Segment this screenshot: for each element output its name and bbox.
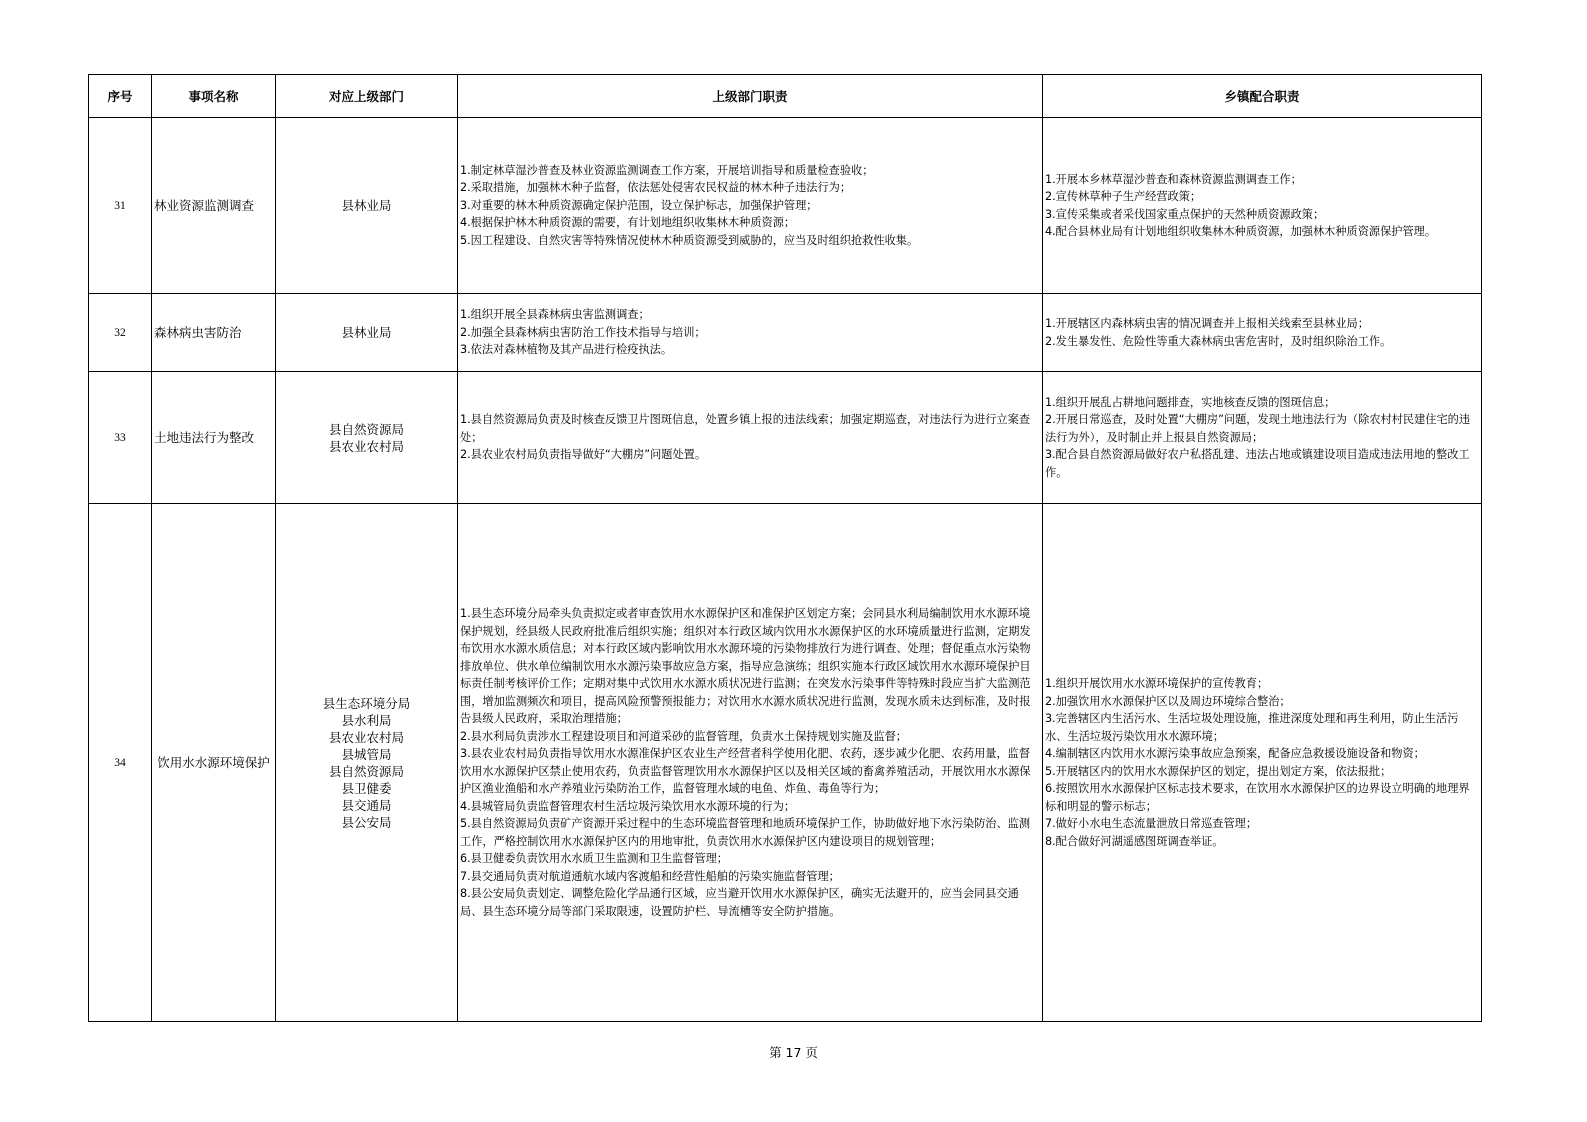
- duty-line: 7.做好小水电生态流量泄放日常巡查管理；: [1045, 817, 1258, 830]
- header-town-duty: 乡镇配合职责: [1043, 75, 1482, 118]
- dept-name: 县农业农村局: [328, 729, 404, 745]
- duty-line: 2.县农业农村局负责指导做好“大棚房”问题处置。: [460, 448, 707, 462]
- table-row: [89, 118, 1482, 294]
- dept-name: 县水利局: [341, 712, 392, 728]
- table-row: [89, 294, 1482, 372]
- dept-name: 县卫健委: [341, 780, 392, 796]
- item-name: 森林病虫害防治: [152, 294, 276, 372]
- dept-cell: [276, 372, 458, 504]
- item-name: 饮用水水源环境保护: [152, 504, 276, 1022]
- duty-line: 1.组织开展全县森林病虫害监测调查；: [460, 308, 650, 322]
- row-number: 31: [89, 118, 152, 294]
- header-row: [89, 75, 1482, 118]
- duty-line: 2.县水利局负责涉水工程建设项目和河道采砂的监督管理，负责水土保持规划实施及监督；: [460, 729, 907, 743]
- upper-duty-cell: [458, 118, 1043, 294]
- dept-name: 县公安局: [341, 814, 392, 830]
- duty-line: 2.宣传林草种子生产经营政策；: [1045, 190, 1202, 203]
- dept-name: 县农业农村局: [328, 438, 404, 454]
- duty-line: 1.县生态环境分局牵头负责拟定或者审查饮用水水源保护区和准保护区划定方案；会同县水利局编制饮用水水源环境保护规划，经县级人民政府批准后组织实施；组织对本行政区域内饮用水水源保护区的水环境质量进行监测，定期发布饮用水水源水质信息；对本行政区域内影响饮用水水源环境的污染物排放行为进行调查、处理；督促重点水污染物排放单位、供水单位编制饮用水水源污染事故应急方案，指导应急演练；组织实施本行政区域饮用水水源环境保护目标责任制考核评价工作；定期对集中式饮用水水源水质状况进行监测；在突发水污染事件等特殊时段应当扩大监测范围，增加监测频次和项目，提高风险预警预报能力；对饮用水水源水质状况进行监测，发现水质未达到标准，及时报告县级人民政府，采取治理措施；: [460, 607, 1031, 725]
- town-duty-cell: [1043, 118, 1482, 294]
- duty-line: 1.组织开展乱占耕地问题排查，实地核查反馈的图斑信息；: [1045, 395, 1336, 409]
- duty-line: 6.按照饮用水水源保护区标志技术要求，在饮用水水源保护区的边界设立明确的地理界标和明显的警示标志；: [1045, 782, 1470, 813]
- duty-table: [88, 74, 1482, 1022]
- dept-cell: [276, 118, 458, 294]
- duty-line: 2.加强饮用水水源保护区以及周边环境综合整治；: [1045, 694, 1291, 708]
- duty-line: 4.根据保护林木种质资源的需要，有计划地组织收集林木种质资源；: [460, 216, 796, 230]
- town-duty-cell: [1043, 504, 1482, 1022]
- duty-line: 5.县自然资源局负责矿产资源开采过程中的生态环境监督管理和地质环境保护工作，协助做好地下水污染防治、监测工作，严格控制饮用水水源保护区内的用地审批，负责饮用水水源保护区内建设项目的规划管理；: [460, 817, 1031, 848]
- duty-line: 3.依法对森林植物及其产品进行检疫执法。: [460, 343, 673, 357]
- duty-line: 3.宣传采集或者采伐国家重点保护的天然种质资源政策；: [1045, 207, 1325, 221]
- duty-line: 4.配合县林业局有计划地组织收集林木种质资源，加强林木种质资源保护管理。: [1045, 225, 1437, 238]
- duty-line: 3.县农业农村局负责指导饮用水水源准保护区农业生产经营者科学使用化肥、农药，逐步减少化肥、农药用量，监督饮用水水源保护区禁止使用农药，负责监督管理饮用水水源保护区以及相关区域的畜禽养殖活动，开展饮用水水源保护区渔业渔船和水产养殖业污染防治工作，监督管理水域的电鱼、炸鱼、毒鱼等行为；: [460, 747, 1031, 795]
- duty-line: 4.县城管局负责监督管理农村生活垃圾污染饮用水水源环境的行为；: [460, 799, 796, 813]
- duty-line: 1.开展辖区内森林病虫害的情况调查并上报相关线索至县林业局；: [1045, 317, 1369, 330]
- header-item-name: 事项名称: [152, 75, 276, 118]
- dept-name: 县林业局: [341, 198, 392, 213]
- row-number: 34: [89, 504, 152, 1022]
- duty-line: 6.县卫健委负责饮用水水质卫生监测和卫生监督管理；: [460, 852, 728, 865]
- duty-line: 2.发生暴发性、危险性等重大森林病虫害危害时，及时组织除治工作。: [1045, 334, 1392, 348]
- duty-line: 7.县交通局负责对航道通航水域内客渡船和经营性船舶的污染实施监督管理；: [460, 869, 840, 883]
- upper-duty-cell: [458, 372, 1043, 504]
- row-number: 33: [89, 372, 152, 504]
- duty-line: 1.制定林草湿沙普查及林业资源监测调查工作方案，开展培训指导和质量检查验收；: [460, 163, 874, 177]
- header-upper-duty: 上级部门职责: [458, 75, 1043, 118]
- row-number: 32: [89, 294, 152, 372]
- duty-line: 5.因工程建设、自然灾害等特殊情况使林木种质资源受到威胁的，应当及时组织抢救性收集。: [460, 233, 919, 247]
- table-row: [89, 372, 1482, 504]
- duty-line: 8.配合做好河湖遥感图斑调查举证。: [1045, 834, 1224, 848]
- upper-duty-cell: [458, 504, 1043, 1022]
- dept-cell: [276, 504, 458, 1022]
- table-row: [89, 504, 1482, 1022]
- dept-name: 县林业局: [341, 325, 392, 340]
- duty-line: 2.开展日常巡查，及时处置“大棚房”问题，发现土地违法行为（除农村村民建住宅的违法行为外），及时制止并上报县自然资源局；: [1045, 413, 1471, 444]
- dept-name: 县自然资源局: [328, 421, 404, 437]
- upper-duty-cell: [458, 294, 1043, 372]
- duty-line: 2.采取措施，加强林木种子监督，依法惩处侵害农民权益的林木种子违法行为；: [460, 181, 852, 195]
- duty-line: 3.完善辖区内生活污水、生活垃圾处理设施，推进深度处理和再生利用，防止生活污水、生活垃圾污染饮用水水源环境；: [1045, 712, 1459, 743]
- duty-line: 3.配合县自然资源局做好农户私搭乱建、违法占地或镇建设项目造成违法用地的整改工作。: [1045, 448, 1470, 479]
- page-number: 第 17 页: [769, 1045, 818, 1060]
- duty-line: 4.编制辖区内饮用水水源污染事故应急预案，配备应急救援设施设备和物资；: [1045, 747, 1425, 760]
- duty-line: 1.开展本乡林草湿沙普查和森林资源监测调查工作；: [1045, 172, 1302, 186]
- dept-name: 县城管局: [341, 746, 392, 762]
- item-name: 土地违法行为整改: [152, 372, 276, 504]
- town-duty-cell: [1043, 372, 1482, 504]
- duty-line: 3.对重要的林木种质资源确定保护范围，设立保护标志，加强保护管理；: [460, 198, 818, 212]
- dept-name: 县自然资源局: [328, 763, 404, 779]
- duty-line: 1.县自然资源局负责及时核查反馈卫片图斑信息，处置乡镇上报的违法线索；加强定期巡查，对违法行为进行立案查处；: [460, 413, 1031, 444]
- item-name: 林业资源监测调查: [152, 118, 276, 294]
- header-seq: 序号: [89, 75, 152, 118]
- header-dept: 对应上级部门: [276, 75, 458, 118]
- duty-line: 1.组织开展饮用水水源环境保护的宣传教育；: [1045, 677, 1269, 690]
- duty-line: 5.开展辖区内的饮用水水源保护区的划定，提出划定方案，依法报批；: [1045, 764, 1392, 778]
- duty-line: 2.加强全县森林病虫害防治工作技术指导与培训；: [460, 325, 706, 339]
- dept-name: 县生态环境分局: [322, 695, 411, 711]
- duty-line: 8.县公安局负责划定、调整危险化学品通行区域，应当避开饮用水水源保护区，确实无法避开的，应当会同县交通局、县生态环境分局等部门采取限速，设置防护栏、导流槽等安全防护措施。: [460, 887, 1019, 918]
- dept-name: 县交通局: [341, 797, 392, 813]
- dept-cell: [276, 294, 458, 372]
- town-duty-cell: [1043, 294, 1482, 372]
